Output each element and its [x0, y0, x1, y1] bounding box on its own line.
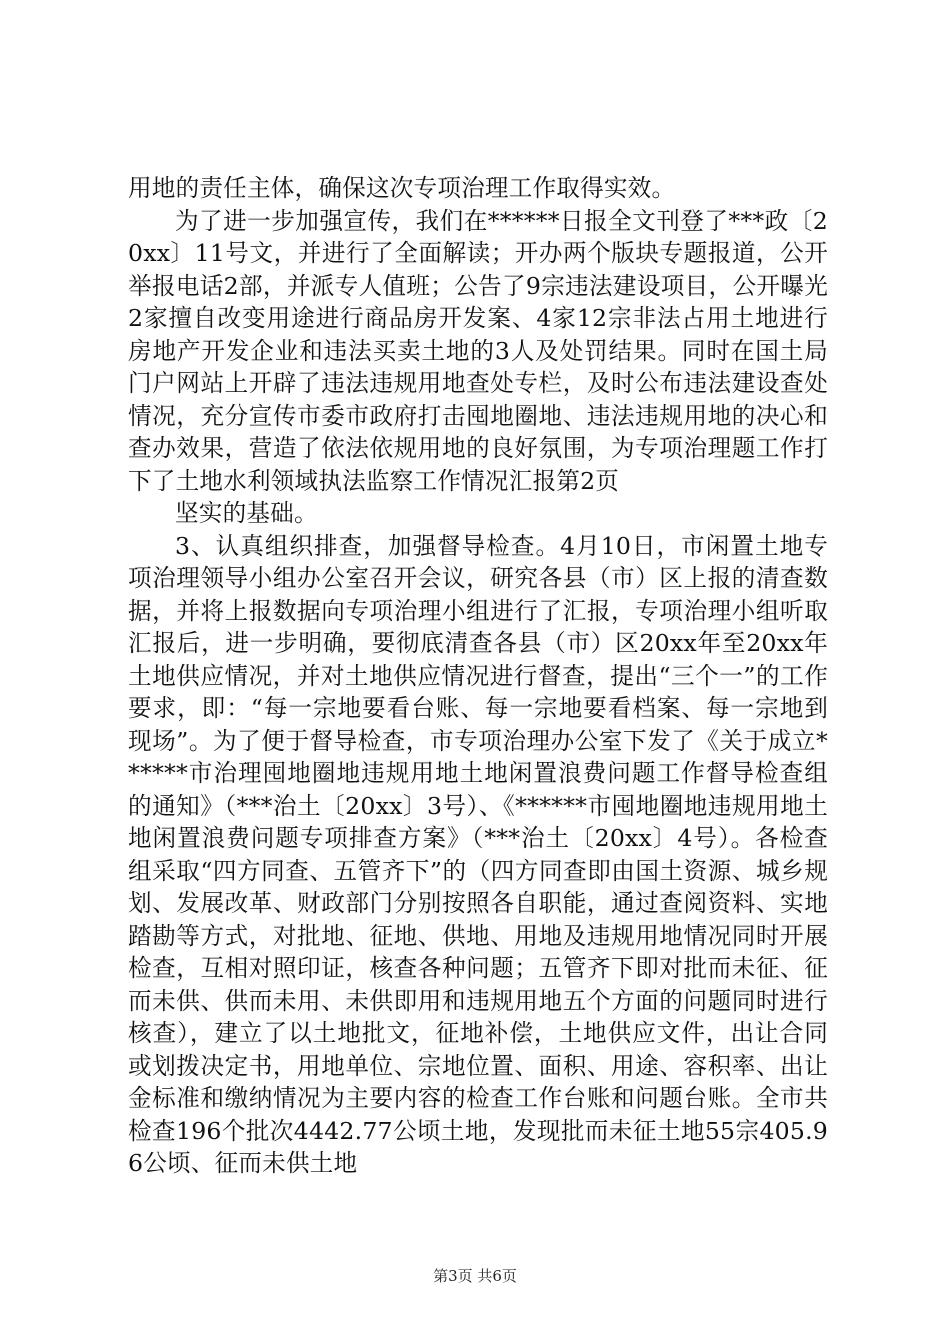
- document-body: [128, 172, 828, 1180]
- page-footer: 第3页 共6页: [433, 1267, 517, 1285]
- paragraph-2: 为了进一步加强宣传，我们在******日报全文刊登了***政〔20xx〕11号文，并进行了全面解读；开办两个版块专题报道，公开举报电话2部，并派专人值班；公告了9宗违法建设项目，公开曝光2家擅自改变用途进行商品房开发案、4家12宗非法占用土地进行房地产开发企业和违法买卖土地的3人及处罚结果。同时在国土局门户网站上开辟了违法违规用地查处专栏，及时公布违法建设查处情况，充分宣传市委市政府打击囤地圈地、违法违规用地的决心和查办效果，营造了依法依规用地的良好氛围，为专项治理题工作打下了土地水利领域执法监察工作情况汇报第2页: [128, 206, 828, 495]
- paragraph-4: 3、认真组织排查，加强督导检查。4月10日，市闲置土地专项治理领导小组办公室召开会议，研究各县（市）区上报的清查数据，并将上报数据向专项治理小组进行了汇报，专项治理小组听取汇报后，进一步明确，要彻底清查各县（市）区20xx年至20xx年土地供应情况，并对土地供应情况进行督查，提出“三个一”的工作要求，即：“每一宗地要看台账、每一宗地要看档案、每一宗地到现场”。为了便于督导检查，市专项治理办公室下发了《关于成立******市治理囤地圈地违规用地土地闲置浪费问题工作督导检查组的通知》（***治土〔20xx〕3号）、《******市囤地圈地违规用地土地闲置浪费问题专项排查方案》（***治土〔20xx〕4号）。各检查组采取“四方同查、五管齐下”的（四方同查即由国土资源、城乡规划、发展改革、财政部门分别按照各自职能，通过查阅资料、实地踏勘等方式，对批地、征地、供地、用地及违规用地情况同时开展检查，互相对照印证，核查各种问题；五管齐下即对批而未征、征而未供、供而未用、未供即用和违规用地五个方面的问题同时进行核查），建立了以土地批文，征地补偿，土地供应文件，出让合同或划拨决定书，用地单位、宗地位置、面积、用途、容积率、出让金标准和缴纳情况为主要内容的检查工作台账和问题台账。全市共检查196个批次4442.77公顷土地，发现批而未征土地55宗405.96公顷、征而未供土地: [128, 531, 828, 1177]
- paragraph-1: 用地的责任主体，确保这次专项治理工作取得实效。: [128, 174, 676, 202]
- paragraph-3: 坚实的基础。: [175, 499, 318, 527]
